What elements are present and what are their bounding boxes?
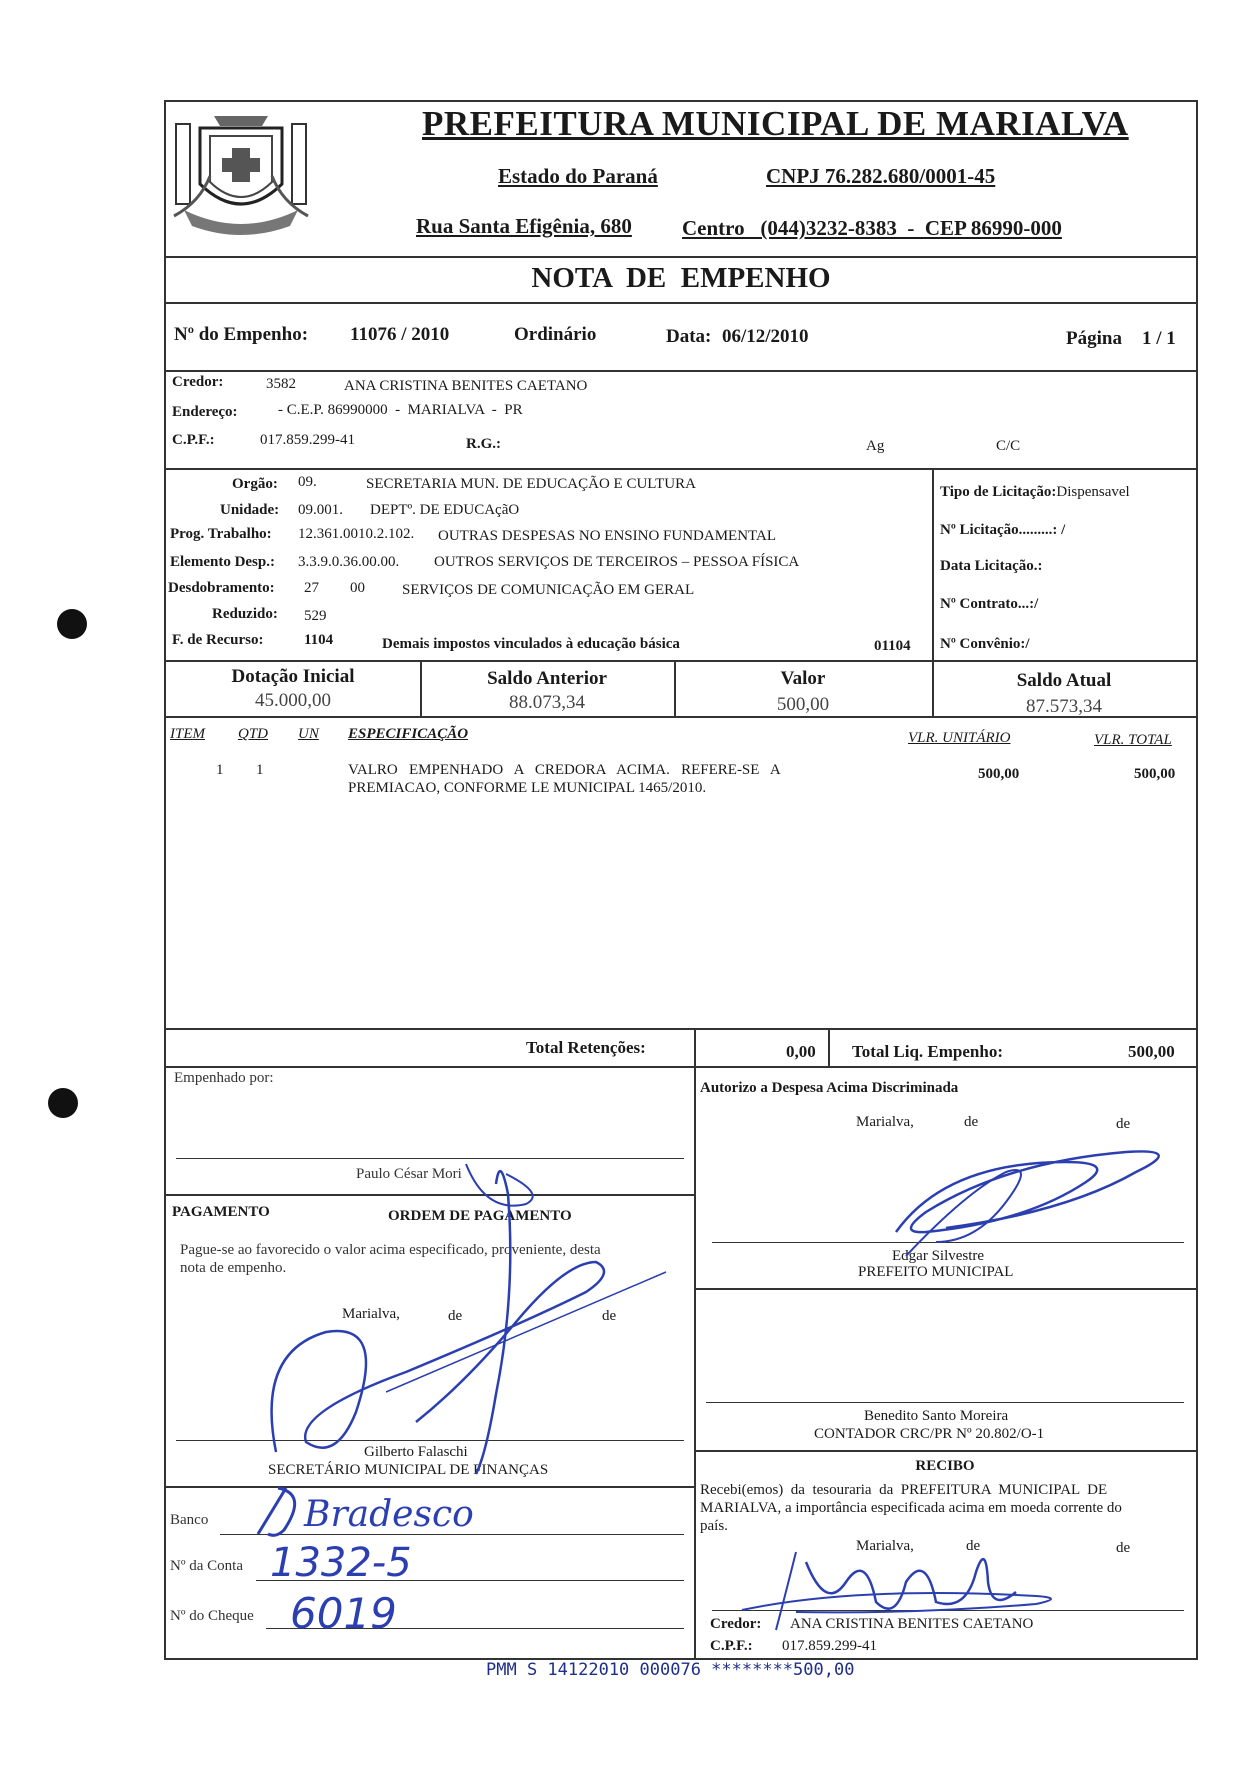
recibo-credor-label: Credor: [710, 1616, 762, 1632]
autorizo-de-1: de [964, 1114, 979, 1130]
empenhado-signer: Paulo César Mori [356, 1166, 462, 1182]
item-unit-value: 500,00 [978, 766, 1020, 782]
cheque-label: Nº do Cheque [170, 1608, 254, 1624]
numero-contrato: Nº Contrato...:/ [940, 596, 1039, 612]
recibo-text-line1: Recebi(emos) da tesouraria da PREFEITURA MUNICIPAL DE [700, 1482, 1108, 1498]
ordem-pagamento-label: ORDEM DE PAGAMENTO [388, 1208, 572, 1224]
punch-hole-top [57, 609, 87, 639]
pagamento-de-1: de [448, 1308, 463, 1324]
banco-label: Banco [170, 1512, 209, 1528]
recibo-credor-name: ANA CRISTINA BENITES CAETANO [790, 1616, 1034, 1632]
autorizo-role: PREFEITO MUNICIPAL [858, 1264, 1014, 1280]
svg-text:Bradesco: Bradesco [304, 1494, 474, 1535]
desdobramento-sub: 00 [350, 580, 365, 596]
col-header-especificacao: ESPECIFICAÇÃO [348, 726, 469, 742]
total-retencoes-value: 0,00 [786, 1042, 816, 1061]
empenho-label: Nº do Empenho: [174, 324, 309, 345]
recurso-code-2: 01104 [874, 638, 911, 654]
pagamento-place: Marialva, [342, 1306, 400, 1322]
tipo-licitacao: Tipo de Licitação:Dispensavel [940, 484, 1130, 500]
unidade-code: 09.001. [298, 502, 343, 518]
cpf-label: C.P.F.: [172, 432, 215, 448]
col-header-vlr-unitario: VLR. UNITÁRIO [908, 730, 1011, 746]
empenho-date: 06/12/2010 [722, 326, 809, 347]
recibo-cpf: 017.859.299-41 [782, 1638, 877, 1654]
ag-label: Ag [866, 438, 885, 454]
page-label: Página [1066, 328, 1122, 349]
autorizo-de-2: de [1116, 1116, 1131, 1132]
data-licitacao: Data Licitação.: [940, 558, 1043, 574]
orgao-code: 09. [298, 474, 317, 490]
desdobramento-code: 27 [304, 580, 319, 596]
autorizo-place: Marialva, [856, 1114, 914, 1130]
empenho-number: 11076 / 2010 [350, 324, 450, 345]
total-liquido-label: Total Liq. Empenho: [852, 1042, 1003, 1061]
pagamento-signer: Gilberto Falaschi [364, 1444, 468, 1460]
nota-de-empenho-form [164, 100, 1198, 1660]
punch-hole-bottom [48, 1088, 78, 1118]
saldo-atual-value: 87.573,34 [1026, 696, 1102, 717]
elemento-code: 3.3.9.0.36.00.00. [298, 554, 400, 570]
dotacao-inicial-label: Dotação Inicial [231, 666, 355, 687]
mechanical-stamp: PMM S 14122010 000076 ********500,00 [486, 1660, 855, 1680]
credor-address: - C.E.P. 86990000 - MARIALVA - PR [278, 402, 523, 418]
signature-autorizo [886, 1132, 1186, 1262]
col-header-un: UN [298, 726, 319, 742]
svg-text:1332-5: 1332-5 [270, 1540, 412, 1586]
recurso-label: F. de Recurso: [172, 632, 264, 648]
recurso-name: Demais impostos vinculados à educação básica [382, 636, 680, 652]
total-liquido-value: 500,00 [1128, 1042, 1175, 1061]
state-name: Estado do Paraná [498, 164, 658, 188]
numero-licitacao: Nº Licitação.........: / [940, 522, 1066, 538]
item-spec-line2: PREMIACAO, CONFORME LE MUNICIPAL 1465/2010. [348, 780, 707, 796]
saldo-anterior-label: Saldo Anterior [487, 668, 607, 689]
recibo-text-line3: país. [700, 1518, 728, 1534]
recibo-de-1: de [966, 1538, 981, 1554]
col-header-vlr-total: VLR. TOTAL [1094, 732, 1172, 748]
recibo-text-line2: MARIALVA, a importância especificada acima em moeda corrente do [700, 1500, 1122, 1516]
recibo-place: Marialva, [856, 1538, 914, 1554]
empenho-type: Ordinário [514, 324, 597, 345]
col-header-qtd: QTD [238, 726, 269, 742]
elemento-label: Elemento Desp.: [170, 554, 275, 570]
svg-text:6019: 6019 [290, 1589, 397, 1638]
street-address: Rua Santa Efigênia, 680 [416, 214, 632, 238]
reduzido-label: Reduzido: [212, 606, 278, 622]
pagamento-text-line1: Pague-se ao favorecido o valor acima especificado, proveniente, desta [180, 1242, 601, 1258]
autorizo-signer: Edgar Silvestre [892, 1248, 985, 1264]
item-qtd: 1 [256, 762, 264, 778]
cnpj: CNPJ 76.282.680/0001-45 [766, 164, 996, 188]
page-number: 1 / 1 [1142, 328, 1176, 349]
saldo-anterior-value: 88.073,34 [509, 692, 585, 713]
signature-pagamento [266, 1232, 686, 1462]
contador-role: CONTADOR CRC/PR Nº 20.802/O-1 [814, 1426, 1045, 1442]
handwritten-conta [266, 1530, 466, 1586]
credor-cpf: 017.859.299-41 [260, 432, 355, 448]
elemento-name: OUTROS SERVIÇOS DE TERCEIROS – PESSOA FÍSICA [434, 554, 800, 570]
recurso-code: 1104 [304, 632, 334, 648]
contador-signer: Benedito Santo Moreira [864, 1408, 1009, 1424]
prog-trabalho-label: Prog. Trabalho: [170, 526, 272, 542]
item-total-value: 500,00 [1134, 766, 1176, 782]
pagamento-text-line2: nota de empenho. [180, 1260, 287, 1276]
handwritten-cheque [286, 1580, 446, 1636]
credor-name: ANA CRISTINA BENITES CAETANO [344, 378, 588, 394]
dotacao-inicial-value: 45.000,00 [255, 690, 331, 711]
prog-trabalho-name: OUTRAS DESPESAS NO ENSINO FUNDAMENTAL [438, 528, 776, 544]
recibo-cpf-label: C.P.F.: [710, 1638, 753, 1654]
empenhado-por-label: Empenhado por: [174, 1070, 274, 1086]
credor-code: 3582 [266, 376, 296, 392]
district-phone-cep: Centro (044)3232-8383 - CEP 86990-000 [682, 216, 1062, 240]
address-label: Endereço: [172, 404, 238, 420]
recibo-de-2: de [1116, 1540, 1131, 1556]
cc-label: C/C [996, 438, 1021, 454]
conta-label: Nº da Conta [170, 1558, 243, 1574]
saldo-atual-label: Saldo Atual [1016, 670, 1112, 691]
pagamento-de-2: de [602, 1308, 617, 1324]
autorizo-title: Autorizo a Despesa Acima Discriminada [700, 1080, 959, 1096]
orgao-name: SECRETARIA MUN. DE EDUCAÇÃO E CULTURA [366, 476, 696, 492]
total-retencoes-label: Total Retenções: [526, 1038, 646, 1057]
document-title: NOTA DE EMPENHO [531, 262, 831, 294]
prog-trabalho-code: 12.361.0010.2.102. [298, 526, 415, 542]
valor-label: Valor [780, 668, 826, 689]
municipality-title: PREFEITURA MUNICIPAL DE MARIALVA [422, 104, 1129, 143]
rg-label: R.G.: [466, 436, 501, 452]
orgao-label: Orgão: [232, 476, 278, 492]
unidade-label: Unidade: [220, 502, 280, 518]
municipal-coat-of-arms-icon [170, 106, 312, 238]
desdobramento-label: Desdobramento: [168, 580, 275, 596]
desdobramento-name: SERVIÇOS DE COMUNICAÇÃO EM GERAL [402, 582, 695, 598]
col-header-item: ITEM [170, 726, 205, 742]
reduzido-value: 529 [304, 608, 327, 624]
recibo-title: RECIBO [915, 1458, 975, 1474]
valor-value: 500,00 [776, 694, 830, 715]
item-spec-line1: VALRO EMPENHADO A CREDORA ACIMA. REFERE-SE A [348, 762, 781, 778]
unidade-name: DEPTº. DE EDUCAçãO [370, 502, 520, 518]
pagamento-label: PAGAMENTO [172, 1204, 270, 1220]
item-number: 1 [216, 762, 224, 778]
numero-convenio: Nº Convênio:/ [940, 636, 1030, 652]
signature-recibo [736, 1542, 1076, 1632]
date-label: Data: [666, 326, 712, 347]
pagamento-role: SECRETÁRIO MUNICIPAL DE FINANÇAS [268, 1462, 549, 1478]
credor-label: Credor: [172, 374, 224, 390]
